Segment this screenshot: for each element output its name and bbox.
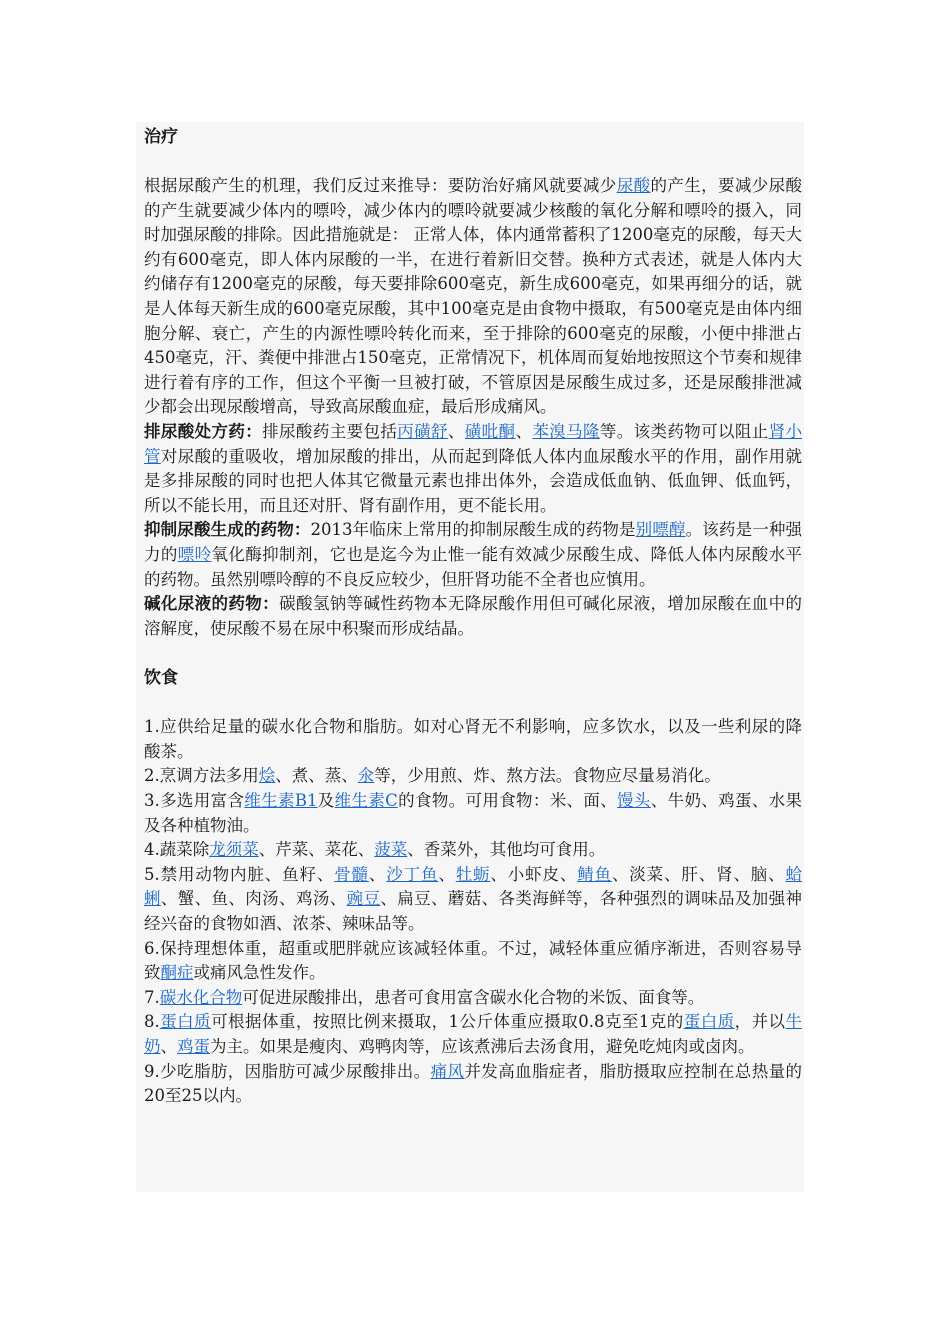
text-run: 。该药是一种强力的: [144, 520, 803, 564]
paragraph: [144, 1060, 802, 1109]
heading-spacer: [144, 150, 802, 174]
inline-link[interactable]: 痛风: [430, 1061, 465, 1081]
text-run: 可根据体重，按照比例来摄取，1公斤体重应摄取0.8克至1克的: [211, 1012, 684, 1032]
inline-link[interactable]: 维生素B1: [244, 791, 318, 811]
text-run: 、牛奶、鸡蛋、水果及各种植物油。: [144, 791, 803, 835]
paragraph: [144, 789, 802, 838]
inline-link[interactable]: 蛋白质: [683, 1012, 735, 1032]
text-run: 6.保持理想体重，超重或肥胖就应该减轻体重。不过，减轻体重应循序渐进，否则容易导致: [144, 938, 802, 983]
text-run: 氧化酶抑制剂，它也是迄今为止惟一能有效减少尿酸生成、降低人体内尿酸水平的药物。虽然别嘌呤醇的不良反应较少，但肝肾功能不全者也应慎用。: [144, 544, 803, 589]
paragraph: [144, 863, 802, 937]
paragraph: [144, 592, 802, 641]
inline-link[interactable]: 骨髓: [334, 864, 369, 884]
inline-link[interactable]: 龙须菜: [209, 840, 259, 860]
inline-link[interactable]: 嘌呤: [177, 544, 212, 564]
inline-link[interactable]: 氽: [357, 766, 375, 786]
paragraph: [144, 838, 802, 863]
text-run: 并发高血脂症者，脂肪摄取应控制在总热量的20至25以内。: [144, 1061, 803, 1106]
text-run: 为主。如果是瘦肉、鸡鸭肉等，应该煮沸后去汤食用，避免吃炖肉或卤肉。: [210, 1037, 755, 1056]
inline-link[interactable]: 磺吡酮: [464, 421, 516, 441]
text-run: 等。该类药物可以阻止: [599, 421, 769, 441]
section-spacer: [144, 641, 802, 665]
text-run: 、小虾皮、: [490, 864, 578, 884]
inline-link[interactable]: 沙丁鱼: [386, 864, 439, 884]
inline-link[interactable]: 菠菜: [374, 840, 408, 860]
text-run: 的食物。可用食物：米、面、: [397, 791, 618, 811]
inline-link[interactable]: 馒头: [617, 791, 651, 811]
inline-link[interactable]: 牛奶: [144, 1012, 803, 1056]
text-run: 、: [447, 421, 465, 441]
text-run: 5.禁用动物内脏、鱼籽、: [144, 864, 335, 884]
text-run: 、: [368, 864, 387, 884]
paragraph: [144, 986, 802, 1011]
text-run: 2013年临床上常用的抑制尿酸生成的药物是: [310, 520, 636, 540]
paragraph: [144, 764, 802, 789]
heading-spacer: [144, 691, 802, 715]
inline-link[interactable]: 肾小管: [144, 421, 803, 466]
inline-link[interactable]: 碳水化合物: [159, 987, 243, 1007]
text-run: 9.少吃脂肪，因脂肪可减少尿酸排出。: [144, 1061, 431, 1081]
text-run: 、: [160, 1037, 177, 1056]
inline-link[interactable]: 别嘌醇: [635, 520, 686, 540]
inline-link[interactable]: 鲭鱼: [577, 864, 612, 884]
paragraph: [144, 715, 802, 764]
paragraph: [144, 937, 802, 986]
inline-link[interactable]: 丙磺舒: [397, 421, 448, 441]
text-run: 等，少用煎、炸、熬方法。食物应尽量易消化。: [374, 766, 721, 786]
paragraph: [144, 518, 802, 592]
paragraph: [144, 174, 802, 420]
text-run: 3.多选用富含: [144, 791, 245, 811]
paragraph-lead: 排尿酸处方药：: [144, 421, 263, 441]
text-run: 排尿酸药主要包括: [262, 421, 398, 441]
inline-link[interactable]: 豌豆: [346, 889, 381, 909]
text-run: 、: [515, 421, 533, 441]
inline-link[interactable]: 鸡蛋: [177, 1037, 210, 1056]
section-heading: 治疗: [144, 127, 178, 147]
text-run: 根据尿酸产生的机理，我们反过来推导：要防治好痛风就要减少: [144, 176, 617, 195]
text-run: 及: [317, 791, 335, 811]
text-run: 1.应供给足量的碳水化合物和脂肪。如对心肾无不利影响，应多饮水，以及一些利尿的降酸茶。: [144, 717, 802, 761]
text-run: 、芹菜、菜花、: [258, 840, 375, 860]
inline-link[interactable]: 维生素C: [334, 791, 398, 811]
paragraph: [144, 1010, 802, 1059]
inline-link[interactable]: 烩: [258, 766, 276, 786]
inline-link[interactable]: 蛤蜊: [144, 864, 803, 909]
inline-link[interactable]: 酮症: [160, 963, 194, 983]
paragraph: [144, 420, 802, 518]
text-run: 8.: [144, 1012, 160, 1032]
article-content: [136, 122, 804, 1192]
text-run: 可促进尿酸排出，患者可食用富含碳水化合物的米饭、面食等。: [242, 987, 705, 1007]
text-run: 7.: [144, 987, 160, 1007]
paragraph-lead: 抑制尿酸生成的药物：: [144, 520, 311, 540]
text-run: 、扁豆、蘑菇、各类海鲜等，各种强烈的调味品及加强神经兴奋的食物如酒、浓茶、辣味品等。: [144, 889, 803, 934]
text-run: 4.蔬菜除: [144, 840, 210, 860]
inline-link[interactable]: 蛋白质: [159, 1012, 212, 1032]
text-run: 对尿酸的重吸收，增加尿酸的排出，从而起到降低人体内血尿酸水平的作用，副作用就是多排尿酸的同时也把人体其它微量元素也排出体外，会造成低血钠、低血钾、低血钙，所以不能长用，而且还对肝、肾有副作用，更不能长用。: [144, 446, 803, 515]
text-run: 2.烹调方法多用: [144, 766, 259, 786]
text-run: 、煮、蒸、: [275, 766, 358, 786]
text-run: 的产生，要减少尿酸的产生就要减少体内的嘌呤，减少体内的嘌呤就要减少核酸的氧化分解和嘌呤的摄入，同时加强尿酸的排除。因此措施就是： 正常人体，体内通常蓄积了1200毫克的尿酸，每天大约有600毫克，即人体内尿酸的一半，在进行着新旧交替。换种方式表述，就是人体内大约储存有1200毫克的尿酸，每天要排除600毫克，新生成600毫克，如果再细分的话，就是人体每天新生成的600毫克尿酸，其中100毫克是由食物中摄取，有500毫克是由体内细胞分解、衰亡，产生的内源性嘌呤转化而来，至于排除的600毫克的尿酸，小便中排泄占450毫克，汗、粪便中排泄占150毫克，正常情况下，机体周而复始地按照这个节奏和规律进行着有序的工作，但这个平衡一旦被打破，不管原因是尿酸生成过多，还是尿酸排泄减少都会出现尿酸增高，导致高尿酸血症，最后形成痛风。: [144, 176, 803, 417]
text-run: 、香菜外，其他均可食用。: [407, 840, 606, 860]
text-run: 、淡菜、肝、肾、脑、: [611, 864, 786, 884]
text-run: 、: [438, 864, 456, 884]
text-run: 碳酸氢钠等碱性药物本无降尿酸作用但可碱化尿液，增加尿酸在血中的溶解度，使尿酸不易在尿中积聚而形成结晶。: [144, 594, 803, 638]
text-run: 、蟹、鱼、肉汤、鸡汤、: [160, 889, 347, 909]
inline-link[interactable]: 尿酸: [616, 176, 651, 195]
section-heading: 饮食: [144, 668, 178, 689]
inline-link[interactable]: 牡蛎: [455, 864, 491, 884]
paragraph-lead: 碱化尿液的药物：: [144, 594, 280, 614]
text-run: ，并以: [734, 1012, 786, 1032]
inline-link[interactable]: 苯溴马隆: [532, 421, 600, 441]
text-run: 或痛风急性发作。: [193, 963, 326, 983]
